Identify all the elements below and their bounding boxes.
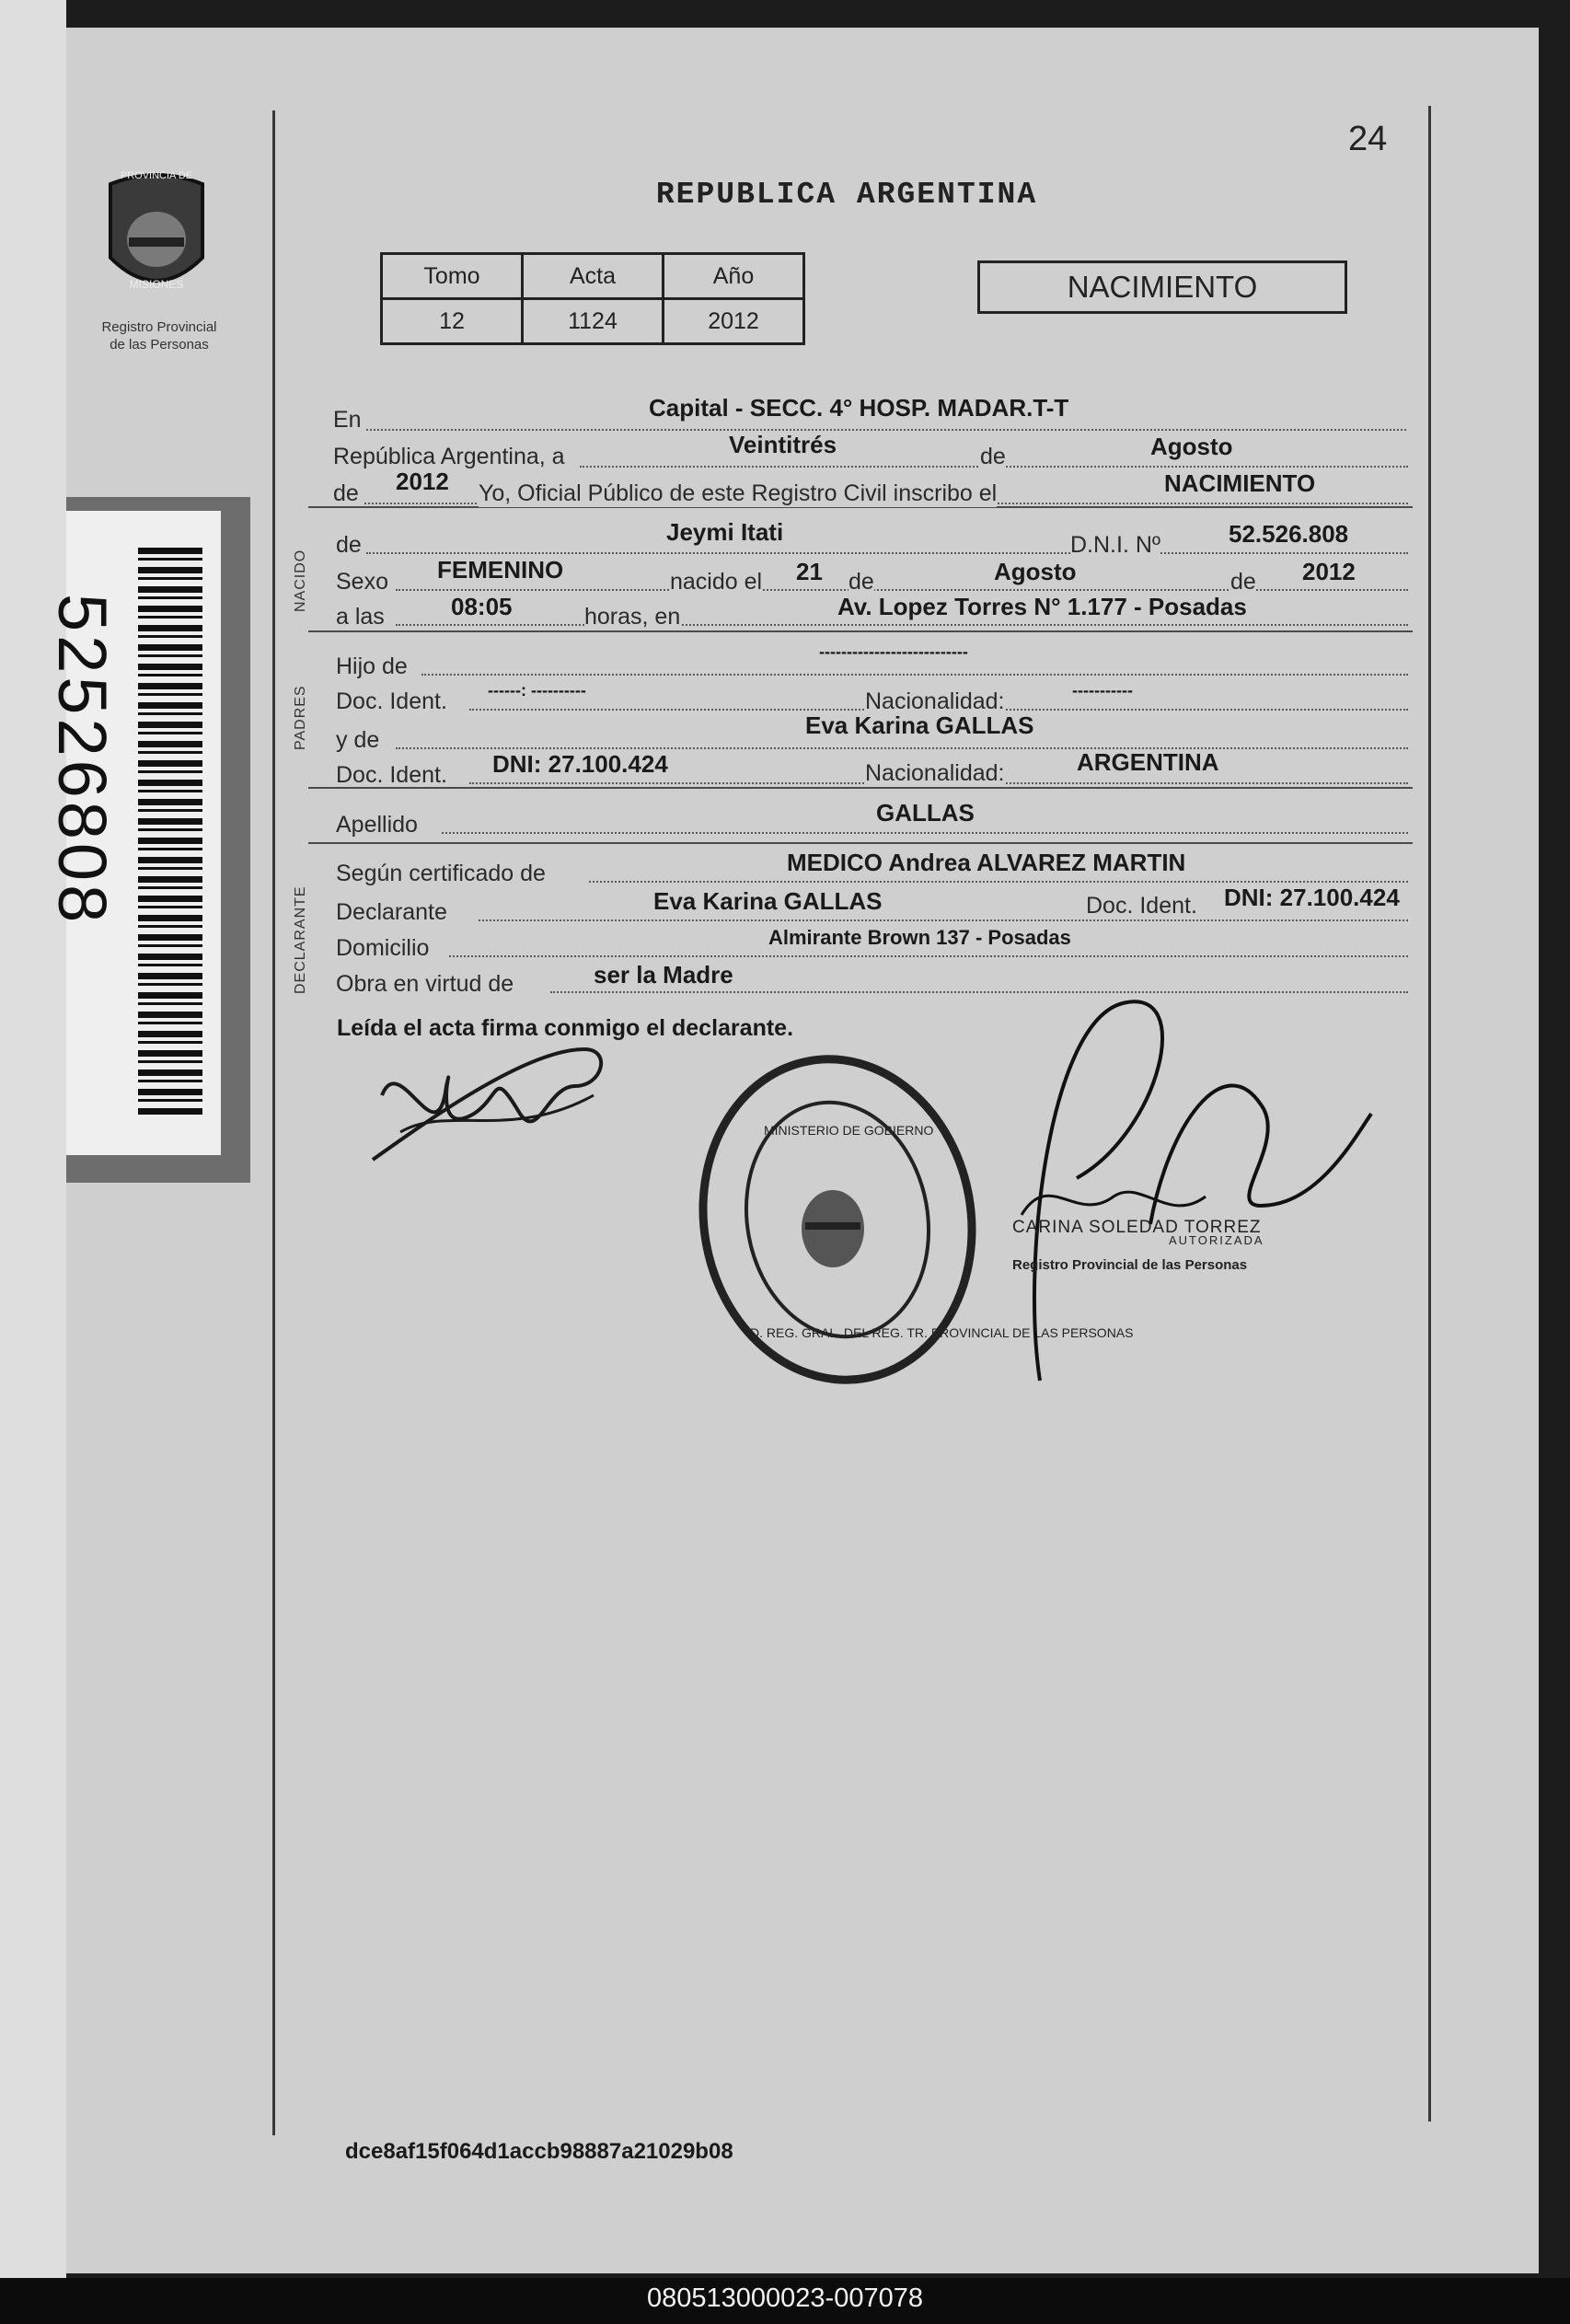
barcode-bars: [138, 548, 202, 1118]
value-nacionalidad-1: -----------: [1072, 681, 1133, 700]
label-domicilio: Domicilio: [336, 935, 430, 961]
page-title: REPUBLICA ARGENTINA: [655, 178, 1038, 212]
label-dni: D.N.I. Nº: [1070, 532, 1161, 558]
fill-line: [449, 955, 1408, 957]
value-lugar: Av. Lopez Torres N° 1.177 - Posadas: [837, 593, 1247, 620]
record-table-value-acta: 1124: [523, 299, 664, 344]
label-de-2: de: [333, 480, 359, 506]
right-margin-rule: [1428, 106, 1431, 2122]
value-en: Capital - SECC. 4° HOSP. MADAR.T-T: [649, 394, 1069, 422]
crest-text-bottom: MISIONES: [129, 278, 184, 291]
value-republica: Veintitrés: [729, 431, 837, 458]
record-table-header-acta: Acta: [523, 254, 664, 299]
value-apellido: GALLAS: [876, 799, 975, 827]
label-horas-en: horas, en: [584, 604, 681, 630]
label-obra: Obra en virtud de: [336, 971, 514, 997]
value-doc-ident-2: DNI: 27.100.424: [492, 750, 668, 778]
label-declarante: Declarante: [336, 899, 447, 925]
value-doc-ident-1: ------: ----------: [488, 681, 586, 700]
separator-nacido: [308, 630, 1413, 632]
label-republica: República Argentina, a: [333, 444, 565, 469]
stamp-inner-text: MINISTERIO DE GOBIERNO: [764, 1123, 934, 1138]
label-doc-ident-2: Doc. Ident.: [336, 762, 447, 788]
officer-office: Registro Provincial de las Personas: [1012, 1257, 1248, 1273]
value-sexo: FEMENINO: [437, 556, 564, 584]
separator-apellido: [308, 842, 1413, 844]
side-label-nacido: NACIDO: [293, 549, 308, 612]
record-table: [380, 252, 805, 345]
value-hora: 08:05: [451, 593, 513, 620]
value-domicilio: Almirante Brown 137 - Posadas: [768, 926, 1071, 949]
label-nacido: nacido el: [670, 569, 763, 595]
value-nacionalidad-2: ARGENTINA: [1077, 748, 1219, 776]
label-doc-ident-1: Doc. Ident.: [336, 688, 447, 714]
fill-line: [366, 429, 1406, 431]
value-doc-ident-3: DNI: 27.100.424: [1224, 884, 1400, 911]
separator-padres: [308, 787, 1413, 789]
label-de-4: de: [848, 569, 874, 595]
label-hijo-de: Hijo de: [336, 653, 408, 679]
side-label-declarante: DECLARANTE: [293, 885, 308, 994]
label-certificado: Según certificado de: [336, 861, 546, 886]
label-de-1: de: [980, 444, 1006, 469]
footer-id: 080513000023-007078: [647, 2284, 923, 2313]
fill-line: [589, 881, 1408, 883]
crest-text-top: PROVINCIA DE: [120, 170, 193, 181]
fill-line: [421, 674, 1408, 676]
value-madre: Eva Karina GALLAS: [805, 711, 1034, 739]
officer-signature-icon: [985, 985, 1390, 1390]
stamp-outer-text: D. REG. GRAL. DEL REG. TR. PROVINCIAL DE LAS PERSONAS: [750, 1325, 1134, 1340]
left-margin-rule: [272, 110, 275, 2135]
label-de-3: de: [336, 532, 362, 558]
record-table-value-tomo: 12: [382, 299, 523, 344]
side-label-padres: PADRES: [293, 685, 308, 750]
value-certificado: MEDICO Andrea ALVAREZ MARTIN: [787, 849, 1186, 876]
fill-line: [479, 919, 1408, 921]
label-en: En: [333, 407, 362, 433]
value-month-1: Agosto: [1150, 433, 1233, 460]
fill-line: [396, 589, 1408, 591]
label-nacionalidad-2: Nacionalidad:: [865, 760, 1005, 786]
label-sexo: Sexo: [336, 569, 388, 595]
value-day: 21: [796, 558, 823, 585]
record-table-value-ano: 2012: [664, 299, 804, 344]
record-type-box: NACIMIENTO: [977, 260, 1347, 314]
fill-line: [396, 747, 1408, 749]
value-month-2: Agosto: [994, 558, 1077, 585]
officer-name: CARINA SOLEDAD TORREZ: [1012, 1218, 1262, 1237]
label-nacionalidad-1: Nacionalidad:: [865, 688, 1005, 714]
value-declarante: Eva Karina GALLAS: [653, 887, 883, 915]
record-table-header-ano: Año: [664, 254, 804, 299]
barcode-label: [44, 511, 221, 1155]
record-table-header-tomo: Tomo: [382, 254, 523, 299]
label-apellido: Apellido: [336, 812, 418, 838]
fill-line: [366, 552, 1408, 554]
declarant-signature-icon: [364, 1031, 630, 1169]
provincial-crest-icon: [92, 166, 221, 318]
value-name: Jeymi Itati: [666, 518, 784, 546]
document-hash: dce8af15f064d1accb98887a21029b08: [345, 2139, 733, 2164]
value-inscribo: NACIMIENTO: [1164, 469, 1316, 497]
registry-caption-line1: Registro Provincial: [101, 319, 217, 335]
page-number: 24: [1348, 120, 1388, 158]
registry-caption-line2: de las Personas: [110, 337, 209, 353]
value-hijo-de: ---------------------------: [819, 642, 968, 661]
value-dni: 52.526.808: [1229, 520, 1349, 548]
value-year: 2012: [396, 468, 449, 495]
value-obra: ser la Madre: [594, 961, 733, 989]
fill-line: [396, 624, 1408, 626]
label-doc-ident-3: Doc. Ident.: [1086, 893, 1197, 919]
value-year-2: 2012: [1302, 558, 1356, 585]
barcode-digits: 52526808: [44, 594, 121, 927]
officer-title: AUTORIZADA: [1169, 1233, 1264, 1247]
label-y-de: y de: [336, 727, 380, 753]
label-inscribo: Yo, Oficial Público de este Registro Civil inscribo el: [479, 480, 998, 506]
label-de-5: de: [1230, 569, 1256, 595]
fill-line: [442, 832, 1408, 834]
label-hora: a las: [336, 604, 385, 630]
closing-text: Leída el acta firma conmigo el declarante.: [337, 1015, 794, 1041]
